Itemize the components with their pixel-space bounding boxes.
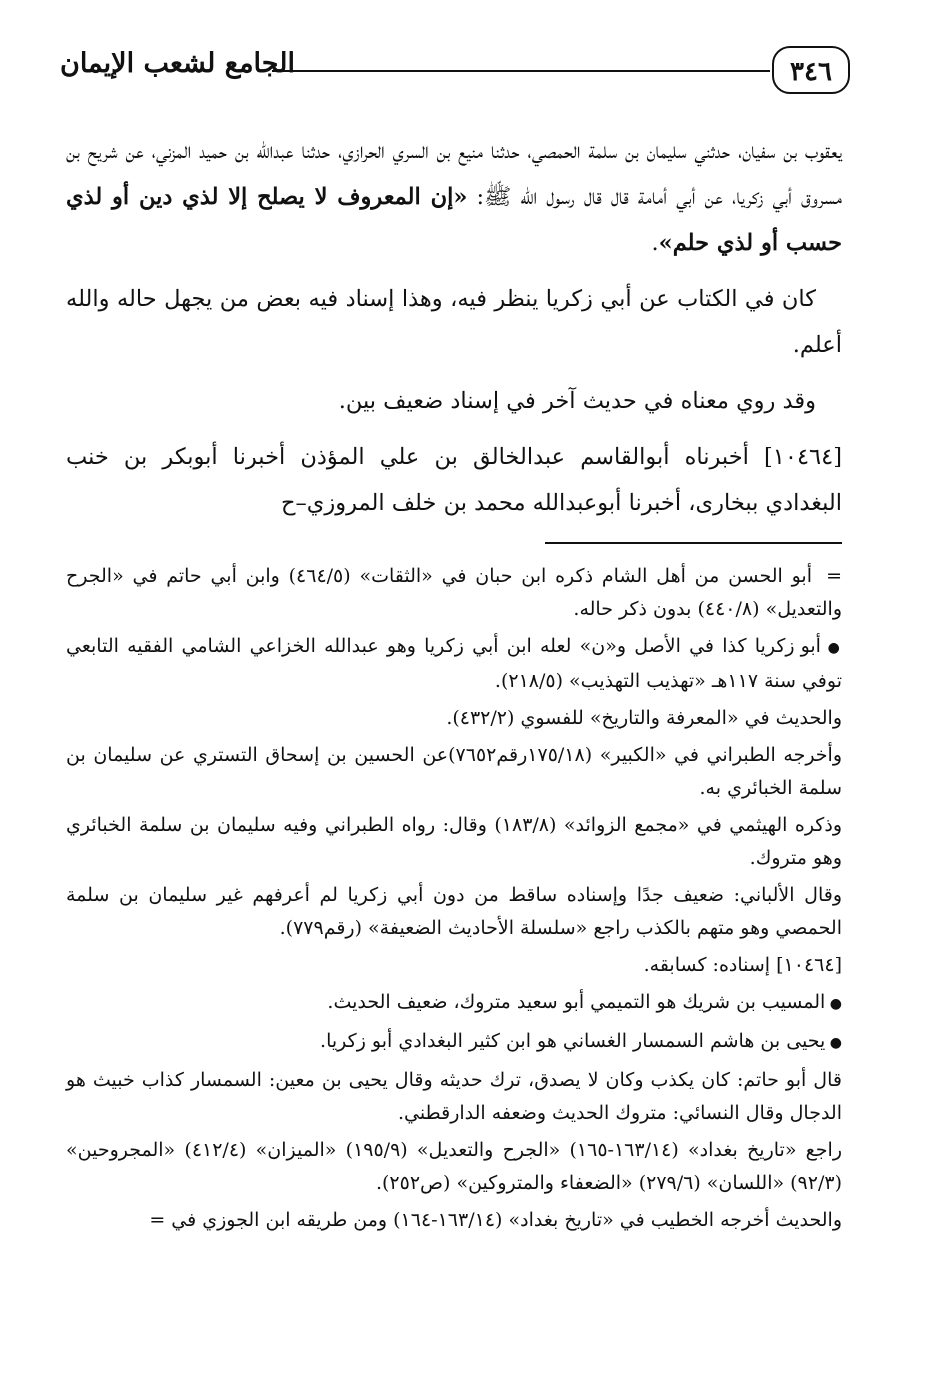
paragraph-commentary: كان في الكتاب عن أبي زكريا ينظر فيه، وهذا إسناد فيه بعض من يجهل حاله والله أعلم. bbox=[66, 286, 842, 358]
continuation-mark: = bbox=[826, 565, 842, 587]
hadith-text: «إن المعروف لا يصلح إلا لذي دين أو لذي حسب أو لذي حلم» bbox=[66, 184, 842, 256]
paragraph-isnad bbox=[66, 128, 842, 266]
footnote-item: والحديث في «المعرفة والتاريخ» للفسوي (٤٣٢/٢). bbox=[446, 707, 842, 729]
footnote-item: قال أبو حاتم: كان يكذب وكان لا يصدق، ترك حديثه وقال يحيى بن معين: السمسار كذاب خبيث هو الدجال وقال النسائي: متروك الحديث وضعفه الدارقطني. bbox=[66, 1069, 842, 1124]
footnote-item: وأخرجه الطبراني في «الكبير» (١٧٥/١٨رقم٧٦٥٢)عن الحسين بن إسحاق التستري عن سليمان بن سلمة الخبائري به. bbox=[66, 744, 843, 799]
main-text bbox=[66, 128, 842, 536]
isnad-line-1: يعقوب بن سفيان، حدثني سليمان بن سلمة الحمصي، حدثنا منيع بن السري الحرازي، bbox=[338, 138, 842, 164]
paragraph-record bbox=[66, 434, 842, 526]
page-header bbox=[60, 44, 850, 104]
footnote-item: راجع «تاريخ بغداد» (١٦٣/١٤-١٦٥) «الجرح والتعديل» (١٩٥/٩) «الميزان» (٤١٢/٤) «المجروحين» (٩٢/٣) «اللسان» (٢٧٩/٦) «الضعفاء والمتروكين» (ص٢٥٢). bbox=[66, 1139, 842, 1194]
paragraph-note: وقد روي معناه في حديث آخر في إسناد ضعيف بين. bbox=[338, 388, 816, 414]
record-text: أخبرناه أبوالقاسم عبدالخالق بن علي المؤذن أخبرنا أبوبكر بن خنب البغدادي ببخارى، أخبرنا أبوعبدالله محمد بن خلف المروزي–ح bbox=[66, 444, 842, 516]
footnote-record: [١٠٤٦٤] إسناده: كسابقه. bbox=[643, 954, 842, 976]
isnad-line-3-prefix: رسول الله ﷺ: bbox=[476, 184, 575, 210]
running-title: الجامع لشعب الإيمان bbox=[60, 48, 295, 79]
isnad-line-2: حدثنا عبدالله بن حميد المزني، عن شريح بن مسروق أبي زكريا، عن أبي أمامة قال قال bbox=[66, 138, 843, 210]
footnote-item: والحديث أخرجه الخطيب في «تاريخ بغداد» (١٦٣/١٤-١٦٤) ومن طريقه ابن الجوزي في = bbox=[149, 1209, 842, 1231]
continuation-mark: = bbox=[149, 1209, 166, 1231]
footnote-bullet: ● المسيب بن شريك هو التميمي أبو سعيد متروك، ضعيف الحديث. bbox=[66, 986, 842, 1021]
footnotes bbox=[66, 560, 842, 1241]
header-rule bbox=[272, 70, 770, 72]
footnote-bullet: ● أبو زكريا كذا في الأصل و«ن» لعله ابن أبي زكريا وهو عبدالله الخزاعي الشامي الفقيه التابعي توفي سنة ١١٧هـ «تهذيب التهذيب» (٢١٨/٥). bbox=[66, 630, 842, 698]
footnote-item: وقال الألباني: ضعيف جدًا وإسناده ساقط من دون أبي زكريا لم أعرفهم غير سليمان بن سلمة الحمصي وهو متهم بالكذب راجع «سلسلة الأحاديث الضعيفة» (رقم٧٧٩). bbox=[66, 884, 842, 939]
page-number: ٣٤٦ bbox=[772, 46, 850, 94]
hadith-end: . bbox=[651, 230, 659, 256]
footnote-divider bbox=[545, 542, 842, 544]
footnote-item: وذكره الهيثمي في «مجمع الزوائد» (١٨٣/٨) وقال: رواه الطبراني وفيه سليمان بن سلمة الخبائري وهو متروك. bbox=[66, 814, 842, 869]
footnote-bullet: ● يحيى بن هاشم السمسار الغساني هو ابن كثير البغدادي أبو زكريا. bbox=[66, 1025, 842, 1060]
record-number: [١٠٤٦٤] bbox=[764, 444, 842, 470]
footnote-continuation: =أبو الحسن من أهل الشام ذكره ابن حبان في «الثقات» (٤٦٤/٥) وابن أبي حاتم في «الجرح والتعديل» (٤٤٠/٨) بدون ذكر حاله. bbox=[66, 560, 842, 626]
